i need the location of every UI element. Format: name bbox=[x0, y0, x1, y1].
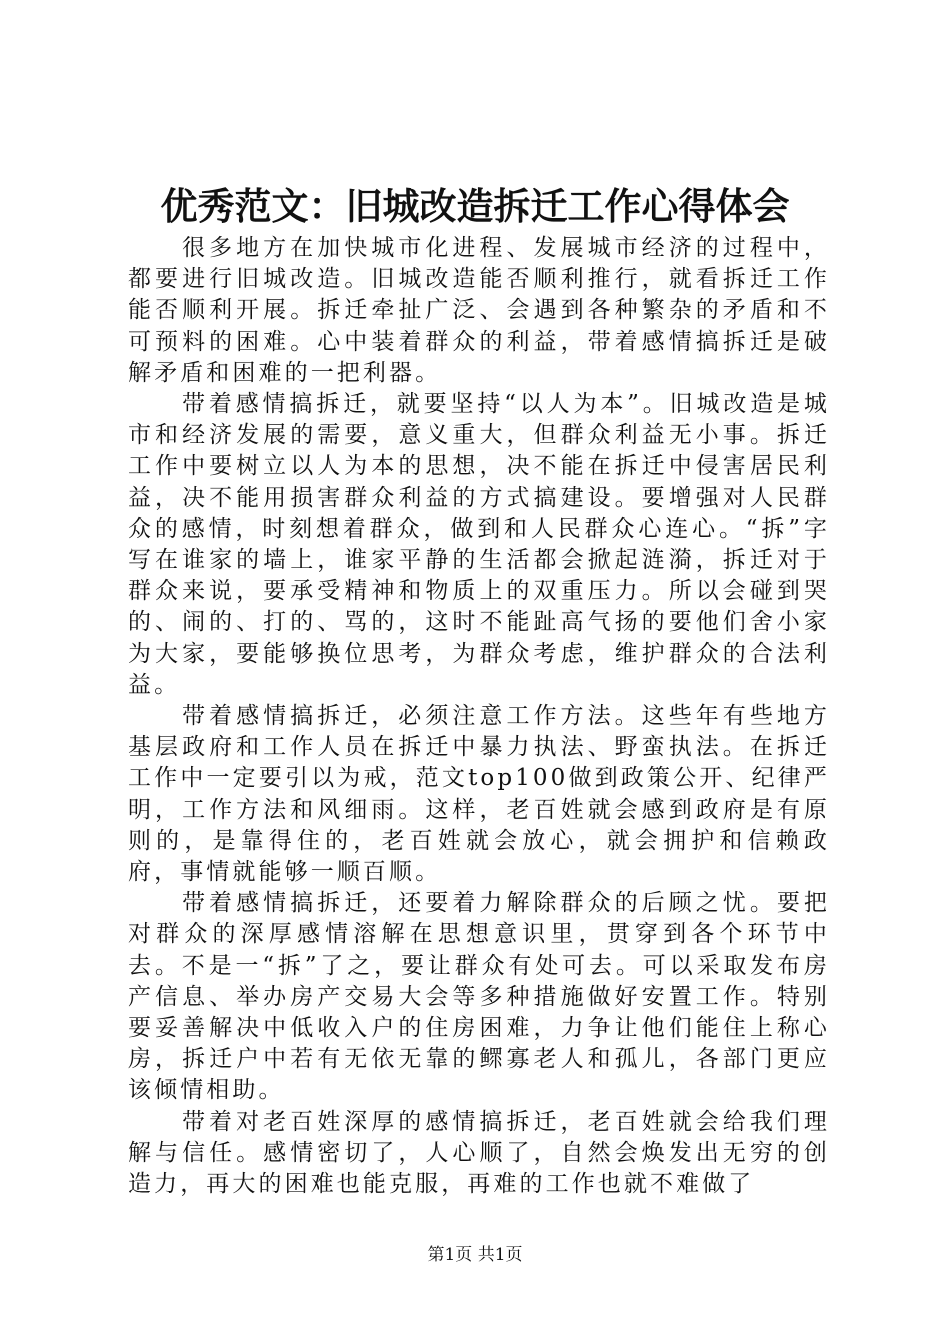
paragraph-4: 带着感情搞拆迁，还要着力解除群众的后顾之忧。要把对群众的深厚感情溶解在思想意识里，贯穿到各个环节中去。不是一“拆”了之，要让群众有处可去。可以采取发布房产信息、举办房产交易大会等多种措施做好安置工作。特别要妥善解决中低收入户的住房困难，力争让他们能住上称心房，拆迁户中若有无依无靠的鳏寡老人和孤儿，各部门更应该倾情相助。 bbox=[128, 890, 830, 1104]
paragraph-3: 带着感情搞拆迁，必须注意工作方法。这些年有些地方基层政府和工作人员在拆迁中暴力执法、野蛮执法。在拆迁工作中一定要引以为戒，范文top100做到政策公开、纪律严明，工作方法和风细雨。这样，老百姓就会感到政府是有原则的，是靠得住的，老百姓就会放心，就会拥护和信赖政府，事情就能够一顺百顺。 bbox=[128, 703, 830, 886]
paragraph-2: 带着感情搞拆迁，就要坚持“以人为本”。旧城改造是城市和经济发展的需要，意义重大，但群众利益无小事。拆迁工作中要树立以人为本的思想，决不能在拆迁中侵害居民利益，决不能用损害群众利益的方式搞建设。要增强对人民群众的感情，时刻想着群众，做到和人民群众心连心。“拆”字写在谁家的墙上，谁家平静的生活都会掀起涟漪，拆迁对于群众来说，要承受精神和物质上的双重压力。所以会碰到哭的、闹的、打的、骂的，这时不能趾高气扬的要他们舍小家为大家，要能够换位思考，为群众考虑，维护群众的合法利益。 bbox=[128, 391, 830, 698]
paragraph-1: 很多地方在加快城市化进程、发展城市经济的过程中，都要进行旧城改造。旧城改造能否顺利推行，就看拆迁工作能否顺利开展。拆迁牵扯广泛、会遇到各种繁杂的矛盾和不可预料的困难。心中装着群众的利益，带着感情搞拆迁是破解矛盾和困难的一把利器。 bbox=[128, 235, 830, 386]
page-footer: 第1页 共1页 bbox=[427, 1245, 523, 1265]
document-body bbox=[128, 233, 830, 1200]
document-title: 优秀范文：旧城改造拆迁工作心得体会 bbox=[160, 185, 790, 228]
paragraph-5: 带着对老百姓深厚的感情搞拆迁，老百姓就会给我们理解与信任。感情密切了，人心顺了，自然会焕发出无穷的创造力，再大的困难也能克服，再难的工作也就不难做了 bbox=[128, 1108, 830, 1198]
